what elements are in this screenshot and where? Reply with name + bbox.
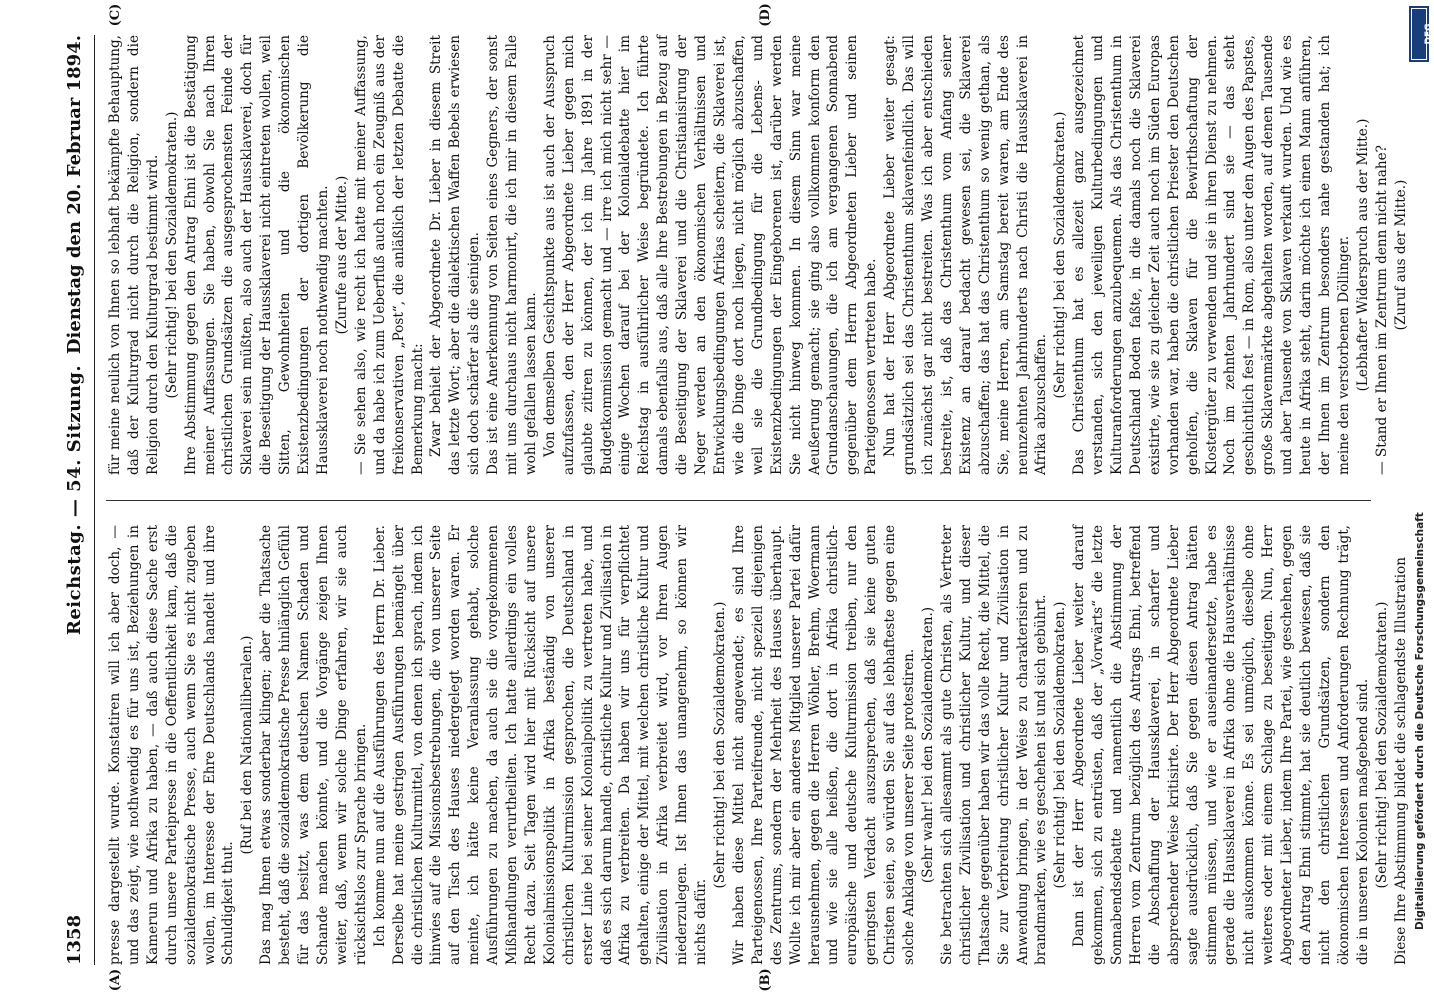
left-column-paragraph: Sie betrachten sich allesammt als gute Christen, als Vertreter christlicher Zivilisation und christlicher Kultur, und dieser Thatsache gegenüber haben wir das volle Recht, die Mittel, die Sie zur Verbreitung christlicher Kultur und Zivilisation in Anwendung bringen, in der Weise zu charakterisiren und zu brandmarken, wie es geschehen ist und sich gebührt. <box>938 525 1050 965</box>
left-column-interjection: (Sehr richtig! bei den Sozialdemokraten.) <box>712 601 728 889</box>
page-number: 1358 <box>64 914 85 965</box>
right-column-paragraph: Das Christenthum hat es allezeit ganz ausgezeichnet verstanden, sich den jeweiligen Kulturbedingungen und Kulturanforderungen anzubequemen. Als das Christenthum in Deutschland Boden faßte, in die damals noch die Sklaverei existirte, wie sie zu gleicher Zeit auch noch im Süden Europas vorhanden war, haben die christlichen Priester den Deutschen geholfen, die Sklaven für die Bewirthschaftung der Klostergüter zu verwenden und sie in ihren Dienst zu nehmen. Noch im zehnten Jahrhundert sind sie — das steht geschichtlich fest — in Rom, also unter den Augen des Papstes, große Sklavenmärkte abgehalten worden, auf denen Tausende und aber Tausende von Sklaven verkauft wurden. Und wie es heute in Afrika steht, darin möchte ich einen Mann anführen, der Ihnen im Zentrum besonders nahe gestanden hat; ich meine den verstorbenen Döllinger. <box>1071 35 1352 475</box>
page-date: Dienstag den 20. Februar 1894. <box>64 35 85 355</box>
right-column-paragraph: Zwar behielt der Abgeordnete Dr. Lieber in diesem Streit das letzte Wort; aber die dialektischen Waffen Bebels erwiesen sich doch schärfer als die seinigen. <box>428 35 483 475</box>
left-column-paragraph: Das mag Ihnen etwas sonderbar klingen; aber die Thatsache besteht, daß die sozialdemokratische Presse hinlänglich Gefühl für das besitzt, was dem deutschen Namen Schaden und Schande machen könnte, und die Vorgänge zeigen Ihnen weiter, daß, wenn wir solche Dinge erfahren, wir sie auch rücksichtslos zur Sprache bringen. <box>258 525 369 965</box>
right-column-interjection: (Zurufe aus der Mitte.) <box>333 175 350 335</box>
right-column-paragraph: Ihre Abstimmung gegen den Antrag Ehni ist die Bestätigung meiner Auffassungen. Sie haben, obwohl Sie nach Ihren christlichen Grundsätzen die ausgesprochensten Feinde der Sklaverei sein müßten, also auch der Haussklaverei, doch für die Beseitigung der Haussklaverei nicht eintreten wollen, weil Sitten, Gewohnheiten und die ökonomischen Existenzbedingungen der dortigen Bevölkerung die Haussklaverei noch nothwendig machten. <box>182 35 331 475</box>
left-column-interjection: (Ruf bei den Nationalliberalen.) <box>239 635 256 855</box>
right-column-paragraph: — Sie sehen also, wie recht ich hatte mit meiner Auffassung, und da habe ich zum Ueberfluß auch noch ein Zeugniß aus der freikonservativen „Post“, die anläßlich der letzten Debatte die Bemerkung macht: <box>352 35 426 475</box>
right-column-paragraph: Nun hat der Herr Abgeordnete Lieber weiter gesagt: grundsätzlich sei das Christenthum sklavenfeindlich. Das will ich zunächst gar nicht bestreiten. Was ich aber entschieden bestreite, ist, daß das Christenthum vom Anfang seiner Existenz an darauf bedacht gewesen sei, die Sklaverei abzuschaffen; das hat das Christenthum so wenig gethan, als Sie, meine Herren, am Samstag bereit waren, am Ende des neunzehnten Jahrhunderts nach Christi die Haussklaverei in Afrika abzuschaffen. <box>882 35 1050 475</box>
left-column-interjection: (Sehr wahr! bei den Sozialdemokraten.) <box>919 606 936 884</box>
left-column-paragraph: Diese Ihre Abstimmung bildet die schlagendste Illustration <box>1392 557 1409 965</box>
dfg-logo-text: DFG <box>1424 23 1434 45</box>
right-column-paragraph: Das ist eine Anerkennung von Seiten eines Gegners, der sonst mit uns durchaus nicht harmonirt, die ich mir in diesem Falle wohl gefallen lassen kann. <box>485 35 539 475</box>
right-column <box>106 35 1409 475</box>
column-divider <box>106 500 1371 501</box>
right-column-interjection: (Zuruf aus der Mitte.) <box>1392 179 1409 331</box>
funding-note <box>1396 70 1426 930</box>
margin-letter-a: (A) <box>108 968 123 992</box>
right-column-interjection: (Sehr richtig! bei den Sozialdemokraten.) <box>1052 111 1069 399</box>
dfg-logo <box>1409 6 1434 62</box>
margin-letter-b: (B) <box>758 968 773 992</box>
right-column-paragraph: für meine neulich von Ihnen so lebhaft bekämpfte Behauptung, daß der Kulturgrad nicht durch die Religion, sondern die Religion durch den Kulturgrad bestimmt wird. <box>107 35 161 475</box>
left-column-paragraph: Dann ist der Herr Abgeordnete Lieber weiter darauf gekommen, sich zu entrüsten, daß der „Vorwärts“ die letzte Sonnabendsdebatte und namentlich die Abstimmung der Herren vom Zentrum bezüglich des Antrags Ehni, betreffend die Abschaffung der Haussklaverei, in scharfer und absprechender Weise kritisirte. Der Herr Abgeordnete Lieber sagte ausdrücklich, daß Sie gegen diesen Antrag hätten stimmen müssen, und wie er auseinandersetzte, habe es gerade die Haussklaverei in Afrika ohne die Hausverhältnisse nicht auskommen könne. Es sei unmöglich, dieselbe ohne weiteres oder mit einem Schlage zu beseitigen. Nun, Herr Abgeordneter Lieber, indem Ihre Partei, wie geschehen, gegen den Antrag Ehni stimmte, hat sie deutlich bewiesen, daß sie nicht den christlichen Grundsätzen, sondern den ökonomischen Interessen und Anforderungen Rechnung trägt, die in unseren Kolonien maßgebend sind. <box>1071 525 1371 965</box>
right-column-paragraph: Von demselben Gesichtspunkte aus ist auch der Ausspruch aufzufassen, den der Herr Abgeordnete Lieber gegen mich glaubte zitiren zu können, der ich im Jahre 1891 in der Budgetkommission gemacht und — irre ich mich nicht sehr — einige Wochen darauf bei der Kolonialdebatte hier im Reichstag in ausführlicher Weise begründete. Ich führte damals ebenfalls aus, daß alle Ihre Bestrebungen in Bezug auf die Beseitigung der Sklaverei und die Christianisirung der Neger werden an den ökonomischen Verhältnissen und Entwicklungsbedingungen Afrikas scheitern, die Sklaverei ist, wie die Dinge dort noch liegen, nicht möglich abzuschaffen, weil sie die Grundbedingung für die Lebens- und Existenzbedingungen der Eingeborenen ist, darüber werden Sie nicht hinweg kommen. In diesem Sinn war meine Aeußerung gemacht; sie ging also vollkommen konform den Grundanschauungen, die ich am vergangenen Sonnabend gegenüber dem Herrn Abgeordneten Lieber und seinen Parteigenossen vertreten habe. <box>541 35 880 475</box>
left-column <box>106 525 1409 965</box>
left-column-paragraph: Wir haben diese Mittel nicht angewendet; es sind Ihre Parteigenossen, Ihre Parteifreunde, nicht speziell diejenigen des Zentrums, sondern der Mehrheit des Hauses überhaupt. Wollte ich mir aber ein anderes Mitglied unserer Partei dafür herausnehmen, gegen die Herren Wöhler, Brehm, Woermann und wie sie alle heißen, die dort in Afrika christlich-europäische und deutsche Kulturmission treiben, nur den geringsten Verdacht auszusprechen, daß sie keine guten Christen seien, so würden Sie auf das lebhafteste gegen eine solche Anklage von unserer Seite protestiren. <box>730 525 918 965</box>
left-column-paragraph: presse dargestellt wurde. Konstatiren will ich aber doch, — und das zeigt, wie nothwendig es für uns ist, Beziehungen in Kamerun und Afrika zu haben, — daß auch diese Sache erst durch unsere Parteipresse in die Oeffentlichkeit kam, daß die sozialdemokratische Presse, auch wenn Sie es nicht zugeben wollen, im Interesse der Ehre Deutschlands handelt und ihre Schuldigkeit thut. <box>107 525 237 965</box>
right-column-interjection: (Lebhafter Widerspruch aus der Mitte.) <box>1354 118 1371 392</box>
right-column-interjection: (Sehr richtig! bei den Sozialdemokraten.) <box>163 111 180 399</box>
left-column-interjection: (Sehr richtig! bei den Sozialdemokraten.) <box>1373 601 1390 889</box>
printed-page <box>58 3 1409 992</box>
page-title: Reichstag. — 54. Sitzung. <box>64 364 85 636</box>
left-column-interjection: (Sehr richtig! bei den Sozialdemokraten.) <box>1052 601 1069 889</box>
left-column-paragraph: Ich komme nun auf die Ausführungen des Herrn Dr. Lieber. Derselbe hat meine gestrigen Ausführungen bemängelt über die christlichen Kulturmittel, von denen ich sprach, indem ich hinwies auf die Missionsbestrebungen, die von unserer Seite auf den Tisch des Hauses niedergelegt worden waren. Er meinte, ich hätte keine Veranlassung gehabt, solche Ausführungen zu machen, da auch sie die vorgekommenen Mißhandlungen verurtheilten. Ich hatte allerdings ein volles Recht dazu. Seit Tagen wird hier mit Rücksicht auf unsere Kolonialmissionspolitik in Afrika beständig von unserer christlichen Kulturmission gesprochen, die Deutschland in erster Linie bei seiner Kolonialpolitik zu vertreten habe, und daß es sich darum handle, christliche Kultur und Zivilisation in Afrika zu verbreiten. Da haben wir uns für verpflichtet gehalten, einige der Mittel, mit welchen christliche Kultur und Zivilisation in Afrika verbreitet wird, vor Ihren Augen niederzulegen. Ist Ihnen das unangenehm, so können wir nichts dafür. <box>371 525 710 965</box>
funding-note-text: Digitalisierung gefördert durch die Deutsche Forschungsgemeinschaft <box>1414 512 1426 930</box>
margin-letter-d: (D) <box>758 3 773 27</box>
margin-letter-c: (C) <box>108 3 123 27</box>
page-header <box>64 35 96 965</box>
header-rule <box>94 35 95 965</box>
right-column-paragraph: — Stand er Ihnen im Zentrum denn nicht nahe? <box>1373 145 1390 475</box>
